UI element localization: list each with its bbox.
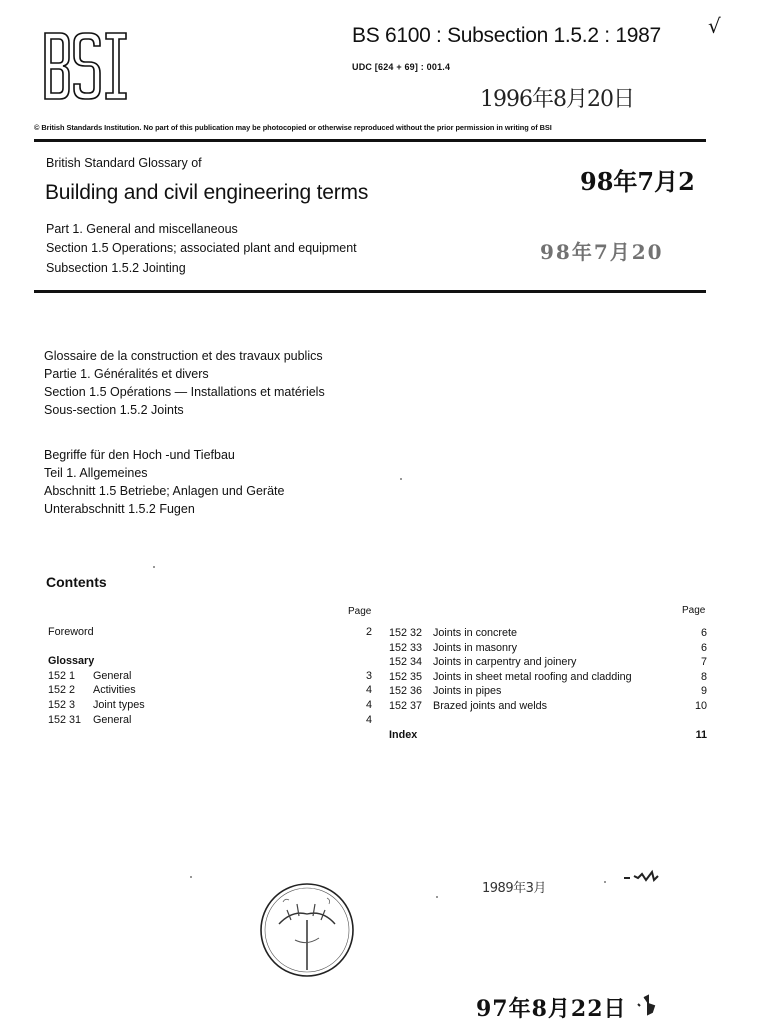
entry-title (433, 728, 681, 743)
entry-page: 4 (365, 684, 372, 697)
entry-page: 2 (365, 626, 372, 638)
entry-code: 152 33 (389, 641, 423, 654)
entry-page: 9 (700, 685, 707, 698)
scan-speck (190, 876, 192, 878)
french-title-block (44, 347, 325, 419)
contents-entry (389, 670, 707, 685)
entry-code: 152 35 (389, 670, 423, 683)
entry-code: Index (389, 729, 418, 742)
contents-entry (48, 713, 372, 728)
received-date-stamp: 1996年8月20日 (480, 87, 634, 112)
contents-entry (389, 641, 707, 656)
entry-page: 3 (365, 669, 372, 682)
section-line: Section 1.5 Operations; associated plant and equipment (46, 241, 357, 255)
bsi-logo (42, 30, 130, 102)
scan-speck (400, 478, 402, 480)
french-line: Sous-section 1.5.2 Joints (44, 403, 184, 417)
contents-entry (48, 669, 372, 684)
divider (34, 290, 706, 293)
entry-page: 10 (694, 699, 707, 712)
entry-title: Joints in pipes (433, 685, 502, 698)
contents-entry (389, 655, 707, 670)
entry-page: 4 (365, 698, 372, 711)
udc-code: UDC [624 + 69] : 001.4 (352, 62, 451, 72)
scan-speck (153, 566, 155, 568)
scan-speck (604, 881, 606, 883)
german-line: Begriffe für den Hoch -und Tiefbau (44, 448, 235, 462)
handwritten-mark-icon (634, 994, 660, 1016)
entry-page: 6 (700, 641, 707, 654)
contents-entry (389, 699, 707, 714)
library-seal-icon (257, 880, 357, 980)
scan-speck (436, 896, 438, 898)
entry-code: 152 36 (389, 685, 423, 698)
contents-entry (389, 728, 707, 743)
date-stamp-small: 1989年3月 (482, 881, 546, 896)
contents-entry (389, 626, 707, 641)
entry-title: Joints in masonry (433, 641, 518, 654)
contents-entry (48, 698, 372, 713)
entry-title: Joint types (93, 698, 145, 711)
contents-entry (48, 625, 372, 640)
handwritten-mark-icon (622, 866, 662, 884)
entry-title: Joints in carpentry and joinery (433, 656, 577, 669)
entry-title: Foreword (48, 626, 94, 638)
contents-list-left (48, 625, 372, 727)
standard-number: BS 6100 : Subsection 1.5.2 : 1987 (352, 24, 661, 47)
contents-heading: Contents (46, 574, 107, 590)
page-column-header: Page (348, 606, 372, 617)
document-title: Building and civil engineering terms (45, 181, 369, 204)
entry-title: Brazed joints and welds (433, 699, 548, 712)
entry-page: 8 (700, 670, 707, 683)
contents-list-right (389, 626, 707, 743)
german-line: Abschnitt 1.5 Betriebe; Anlagen und Geräte (44, 484, 285, 498)
entry-code: 152 31 (48, 713, 82, 726)
entry-code: 152 32 (389, 627, 423, 639)
date-stamp: 98年7月2 (580, 167, 695, 196)
divider (34, 139, 706, 142)
french-line: Partie 1. Généralités et divers (44, 367, 209, 381)
contents-entry (389, 684, 707, 699)
entry-code: 152 2 (48, 684, 76, 697)
glossary-subtitle: British Standard Glossary of (46, 156, 202, 170)
entry-title: General (93, 713, 132, 726)
entry-code: 152 3 (48, 698, 76, 711)
german-title-block (44, 446, 284, 518)
entry-code: 152 34 (389, 656, 423, 669)
entry-title: Glossary (48, 655, 95, 668)
subsection-line: Subsection 1.5.2 Jointing (46, 261, 186, 275)
page-column-header: Page (682, 605, 706, 616)
entry-title: Joints in sheet metal roofing and cladding (433, 670, 632, 683)
entry-page (348, 654, 372, 669)
german-line: Unterabschnitt 1.5.2 Fugen (44, 502, 195, 516)
entry-title: General (93, 669, 132, 682)
date-stamp-faded: 98年7月20 (540, 240, 664, 264)
german-line: Teil 1. Allgemeines (44, 466, 148, 480)
entry-title: Activities (93, 684, 136, 697)
contents-entry (48, 640, 372, 655)
entry-code: 152 1 (48, 669, 76, 682)
french-line: Glossaire de la construction et des travaux publics (44, 349, 323, 363)
entry-page: 6 (700, 627, 707, 639)
part-line: Part 1. General and miscellaneous (46, 222, 238, 236)
entry-page: 4 (365, 713, 372, 726)
tick-mark: √ (708, 14, 721, 38)
copyright-notice: © British Standards Institution. No part of this publication may be photocopied or otherwise reproduced without the prior permission in writing of BSI (34, 123, 552, 132)
entry-title: Joints in concrete (433, 627, 518, 639)
french-line: Section 1.5 Opérations — Installations et matériels (44, 385, 325, 399)
entry-page: 11 (695, 729, 707, 742)
date-stamp-bottom: 97年8月22日 (476, 996, 627, 1022)
contents-entry (389, 714, 707, 729)
entry-page: 7 (700, 656, 707, 669)
contents-entry (48, 683, 372, 698)
entry-code: 152 37 (389, 699, 423, 712)
contents-entry (48, 654, 372, 669)
